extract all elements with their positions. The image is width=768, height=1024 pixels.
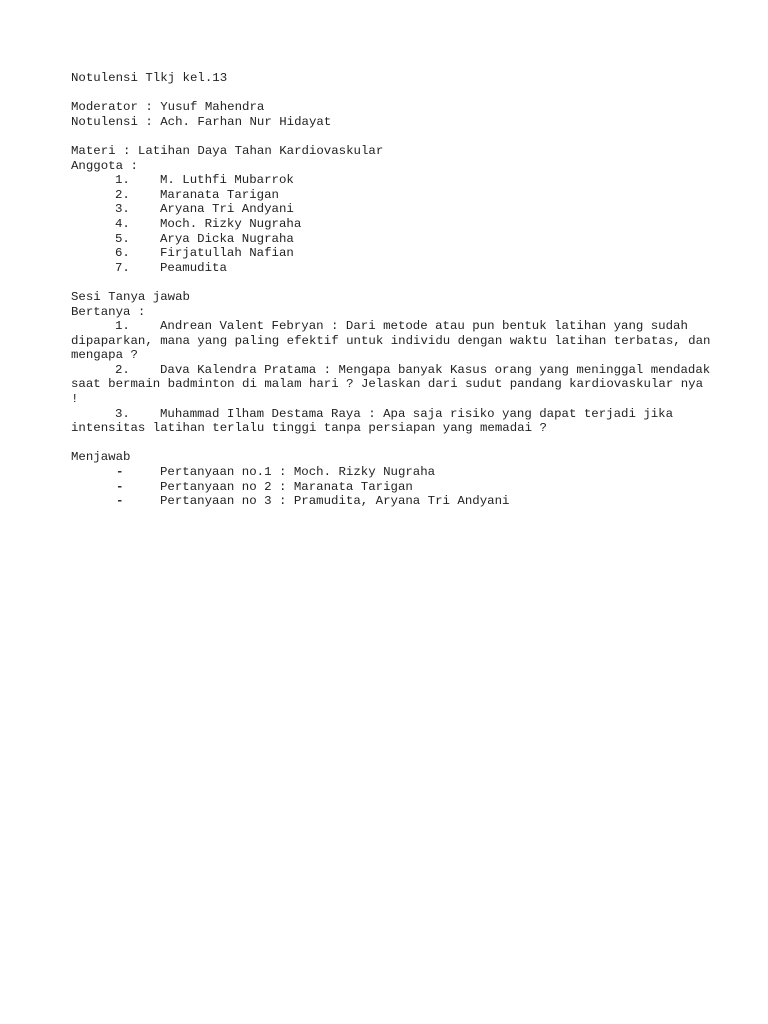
sesi-heading: Sesi Tanya jawab (71, 289, 190, 304)
list-item (71, 494, 711, 509)
answer-text: Pertanyaan no 2 : Maranata Tarigan (160, 479, 413, 494)
list-item (71, 188, 711, 203)
question-text: Andrean Valent Febryan : Dari metode atau pun bentuk latihan yang sudah dipaparkan, mana yang paling efektif untuk individu dengan waktu latihan terbatas, dan mengapa ? (71, 319, 711, 363)
document-page (71, 71, 711, 509)
list-item (71, 261, 711, 276)
question-number: 1. (115, 319, 130, 334)
list-number: 2. (115, 187, 130, 202)
member-name: Maranata Tarigan (160, 187, 279, 202)
member-name: M. Luthfi Mubarrok (160, 173, 294, 188)
member-name: Moch. Rizky Nugraha (160, 216, 302, 231)
list-item (71, 480, 711, 495)
list-number: 5. (115, 231, 130, 246)
list-item (71, 232, 711, 247)
moderator-line: Moderator : Yusuf Mahendra (71, 100, 265, 115)
member-name: Aryana Tri Andyani (160, 202, 294, 217)
question-item (71, 407, 711, 436)
bullet-dash: - (116, 494, 124, 509)
notulensi-line: Notulensi : Ach. Farhan Nur Hidayat (71, 114, 332, 129)
member-name: Arya Dicka Nugraha (160, 231, 294, 246)
question-text: Dava Kalendra Pratama : Mengapa banyak Kasus orang yang meninggal mendadak saat bermain badminton di malam hari ? Jelaskan dari sudut pandang kardiovaskular nya ! (71, 362, 711, 407)
document-title: Notulensi Tlkj kel.13 (71, 71, 228, 85)
materi-line: Materi : Latihan Daya Tahan Kardiovaskular (71, 143, 384, 158)
question-text: Muhammad Ilham Destama Raya : Apa saja risiko yang dapat terjadi jika intensitas latihan terlalu tinggi tanpa persiapan yang memadai ? (71, 406, 674, 436)
member-name: Firjatullah Nafian (160, 246, 294, 261)
anggota-list (71, 173, 711, 275)
answer-text: Pertanyaan no.1 : Moch. Rizky Nugraha (160, 465, 436, 480)
list-number: 3. (115, 202, 130, 217)
question-list (71, 319, 711, 436)
answer-list (71, 465, 711, 509)
list-item (71, 173, 711, 188)
list-number: 1. (115, 173, 130, 188)
question-number: 3. (115, 406, 130, 421)
spacer (71, 129, 711, 144)
anggota-heading: Anggota : (71, 158, 138, 173)
list-number: 6. (115, 246, 130, 261)
question-item (71, 363, 711, 407)
bertanya-heading: Bertanya : (71, 304, 146, 319)
spacer (71, 86, 711, 101)
question-item (71, 319, 711, 363)
question-number: 2. (115, 362, 130, 377)
list-number: 7. (115, 260, 130, 275)
bullet-dash: - (116, 465, 124, 480)
list-item (71, 217, 711, 232)
answer-text: Pertanyaan no 3 : Pramudita, Aryana Tri Andyani (160, 494, 510, 509)
menjawab-heading: Menjawab (71, 450, 131, 465)
list-number: 4. (115, 216, 130, 231)
list-item (71, 202, 711, 217)
list-item (71, 246, 711, 261)
spacer (71, 436, 711, 451)
list-item (71, 465, 711, 480)
member-name: Peamudita (160, 260, 227, 275)
bullet-dash: - (116, 479, 124, 494)
spacer (71, 275, 711, 290)
